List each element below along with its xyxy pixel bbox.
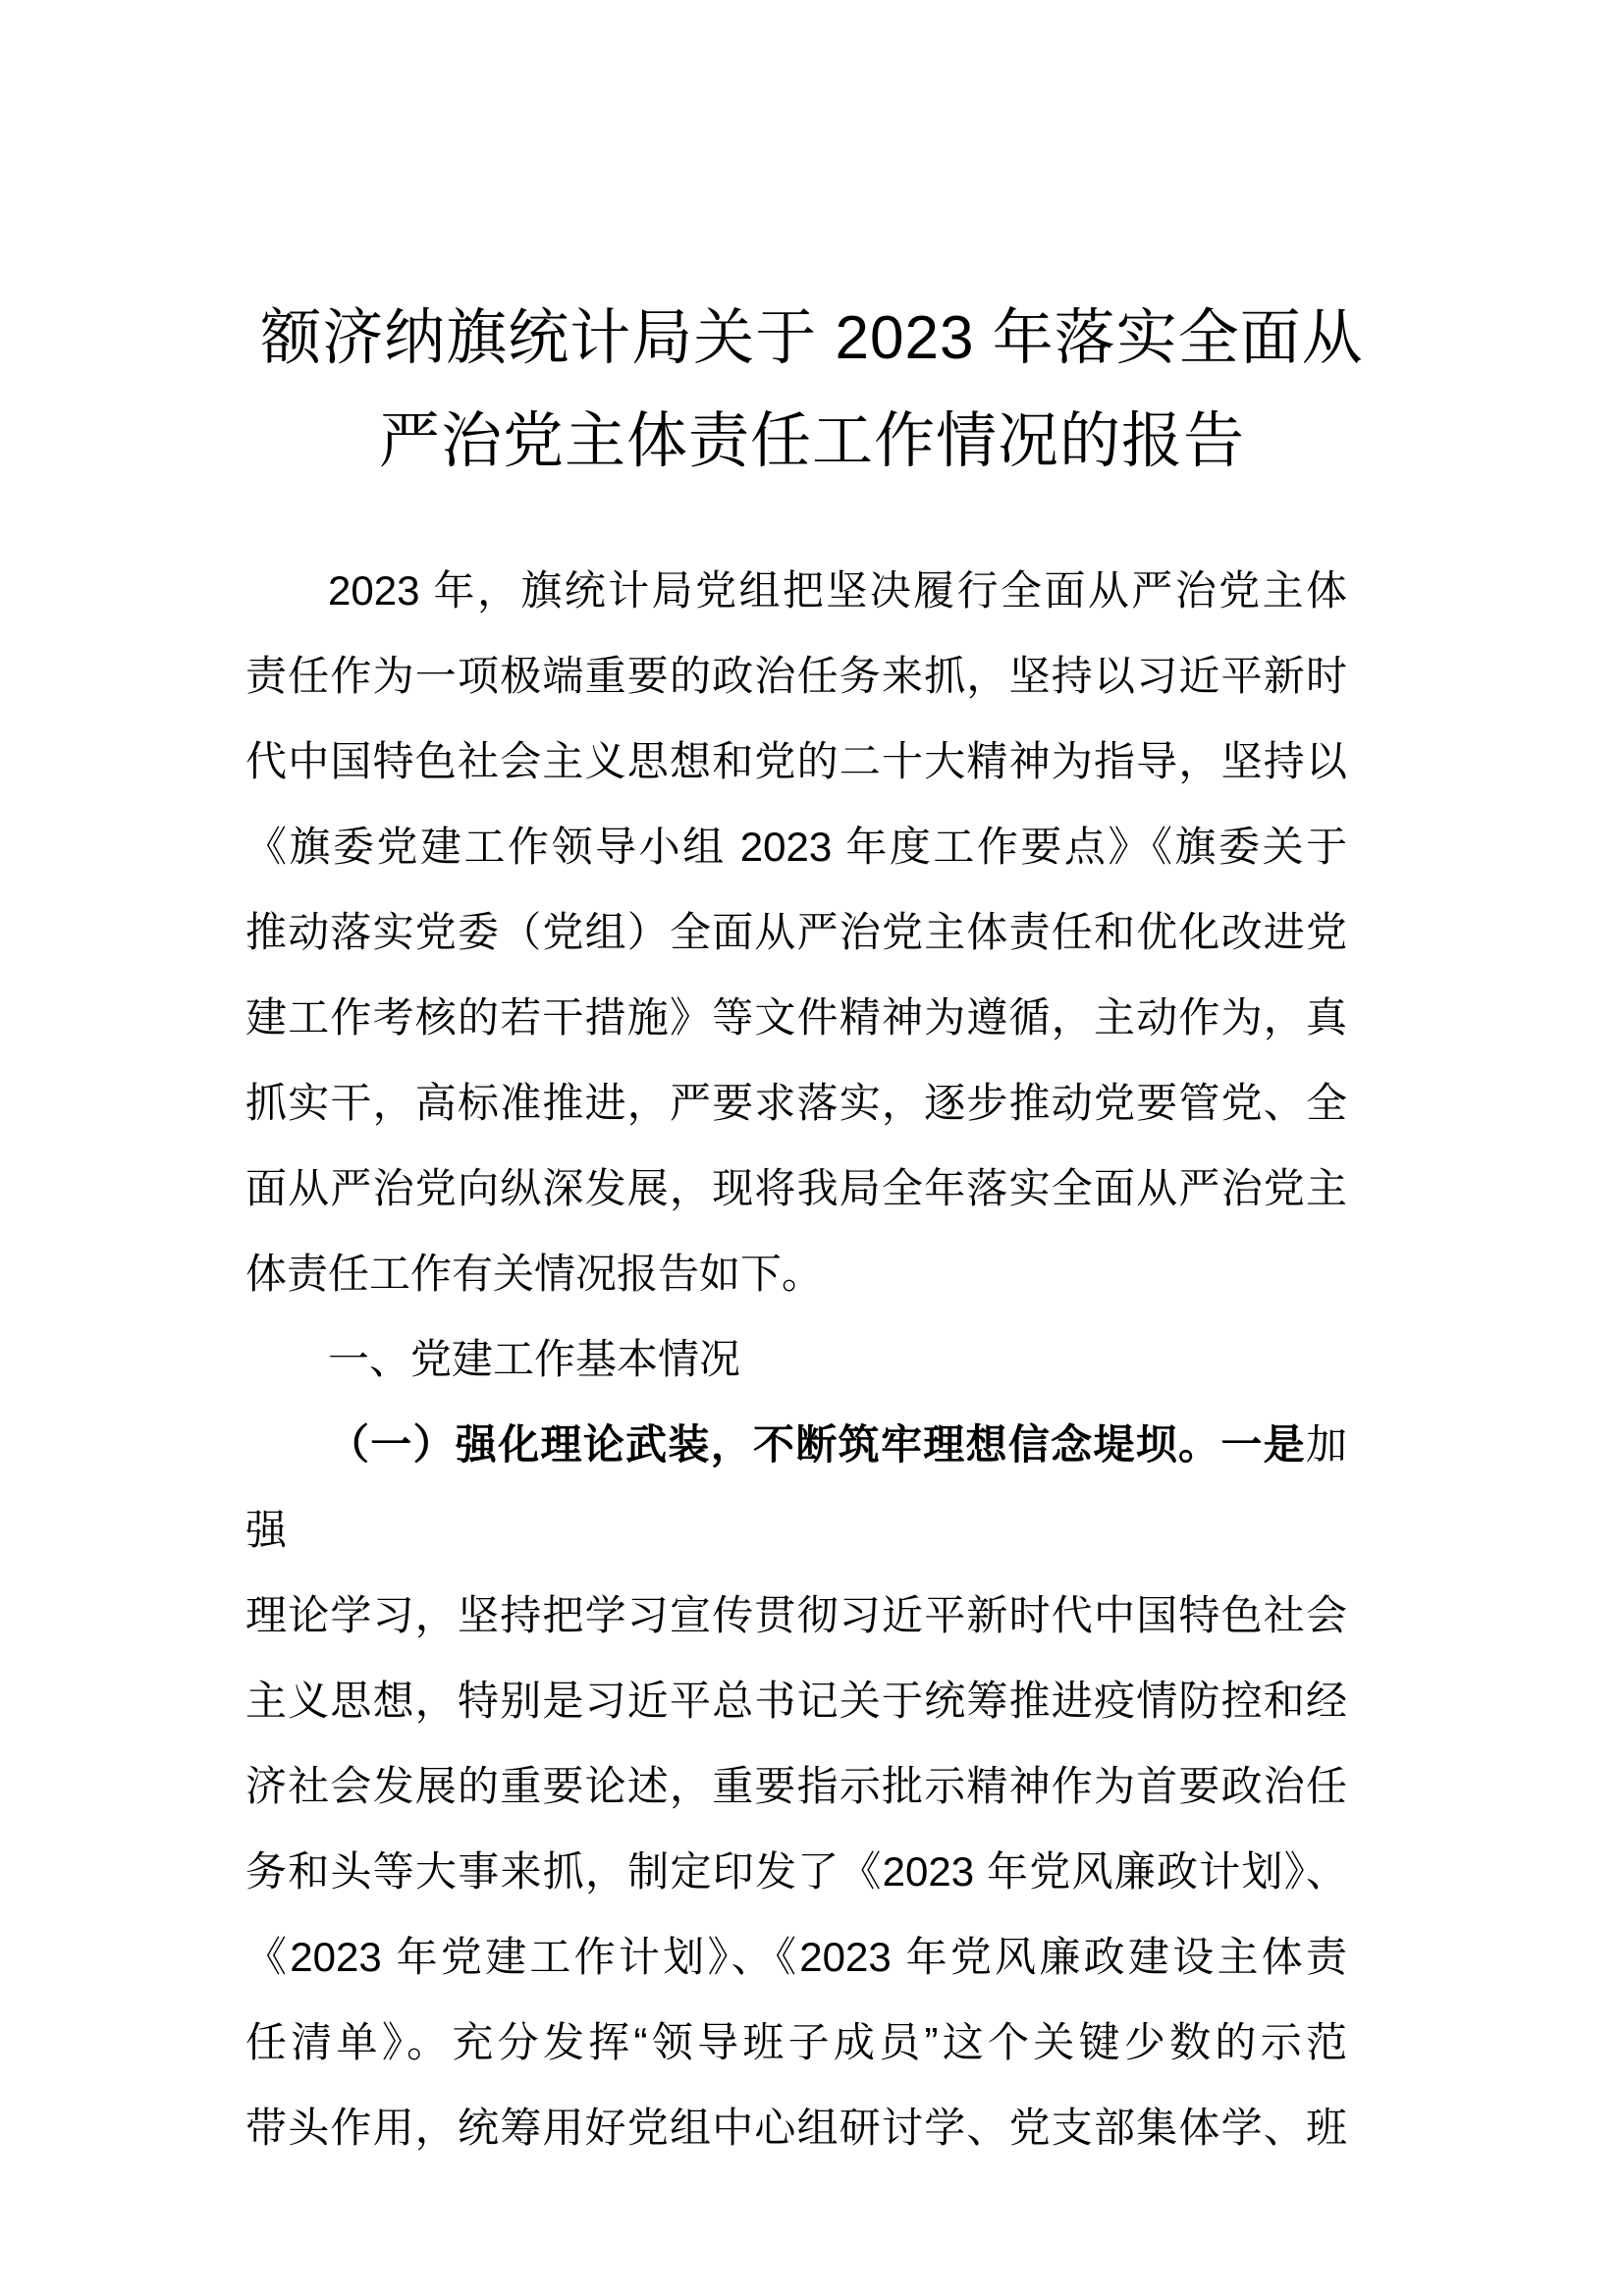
text-run: 抓实干，高标准推进，严要求落实，逐步推动党要管党、全 [245, 1080, 1347, 1126]
text-run: 面从严治党向纵深发展，现将我局全年落实全面从严治党主 [245, 1165, 1347, 1211]
text-run: 务和头等大事来抓，制定印发了《2023 年党风廉政计划》、 [245, 1848, 1347, 1895]
text-line [245, 1146, 1347, 1231]
text-line [245, 889, 1347, 975]
document-title [0, 0, 1624, 493]
text-run: 主义思想，特别是习近平总书记关于统筹推进疫情防控和经 [245, 1678, 1347, 1724]
paragraph-last-line [245, 1231, 1347, 1316]
text-line [245, 1060, 1347, 1146]
paragraph-first-line [245, 548, 1347, 633]
text-run: 代中国特色社会主义思想和党的二十大精神为指导，坚持以 [245, 738, 1347, 784]
section-heading [245, 1316, 1347, 1402]
text-run: 带头作用，统筹用好党组中心组研讨学、党支部集体学、班 [245, 2105, 1347, 2151]
text-run: 济社会发展的重要论述，重要指示批示精神作为首要政治任 [245, 1763, 1347, 1809]
text-line [245, 804, 1347, 889]
text-line [245, 1829, 1347, 1914]
text-line [245, 1914, 1347, 2000]
document-body [245, 548, 1347, 2170]
subsection-first-line [245, 1402, 1347, 1573]
text-line [245, 1743, 1347, 1829]
text-run: 体责任工作有关情况报告如下。 [245, 1251, 824, 1297]
text-line [245, 2000, 1347, 2085]
text-line [245, 2085, 1347, 2170]
text-run: 建工作考核的若干措施》等文件精神为遵循，主动作为，真 [245, 994, 1347, 1041]
text-run: 责任作为一项极端重要的政治任务来抓，坚持以习近平新时 [245, 653, 1347, 699]
text-line [245, 719, 1347, 804]
text-line [245, 1573, 1347, 1658]
text-line [245, 1658, 1347, 1743]
text-line [245, 975, 1347, 1060]
text-run: 《旗委党建工作领导小组 2023 年度工作要点》《旗委关于 [245, 824, 1347, 870]
text-run: 2023 年，旗统计局党组把坚决履行全面从严治党主体 [328, 567, 1347, 614]
text-run: 理论学习，坚持把学习宣传贯彻习近平新时代中国特色社会 [245, 1592, 1347, 1638]
text-run: 一、党建工作基本情况 [328, 1336, 741, 1382]
text-run: 《2023 年党建工作计划》、《2023 年党风廉政建设主体责 [245, 1934, 1347, 1980]
text-run: 推动落实党委（党组）全面从严治党主体责任和优化改进党 [245, 909, 1347, 955]
title-line: 额济纳旗统计局关于 2023 年落实全面从 [260, 304, 1364, 372]
text-run: 任清单》。充分发挥“领导班子成员”这个关键少数的示范 [245, 2019, 1347, 2065]
bold-text-run: （一）强化理论武装，不断筑牢理想信念堤坝。一是 [328, 1421, 1306, 1468]
text-line [245, 633, 1347, 719]
title-line: 严治党主体责任工作情况的报告 [378, 407, 1245, 475]
text-run: 加强 [245, 1421, 1347, 1553]
